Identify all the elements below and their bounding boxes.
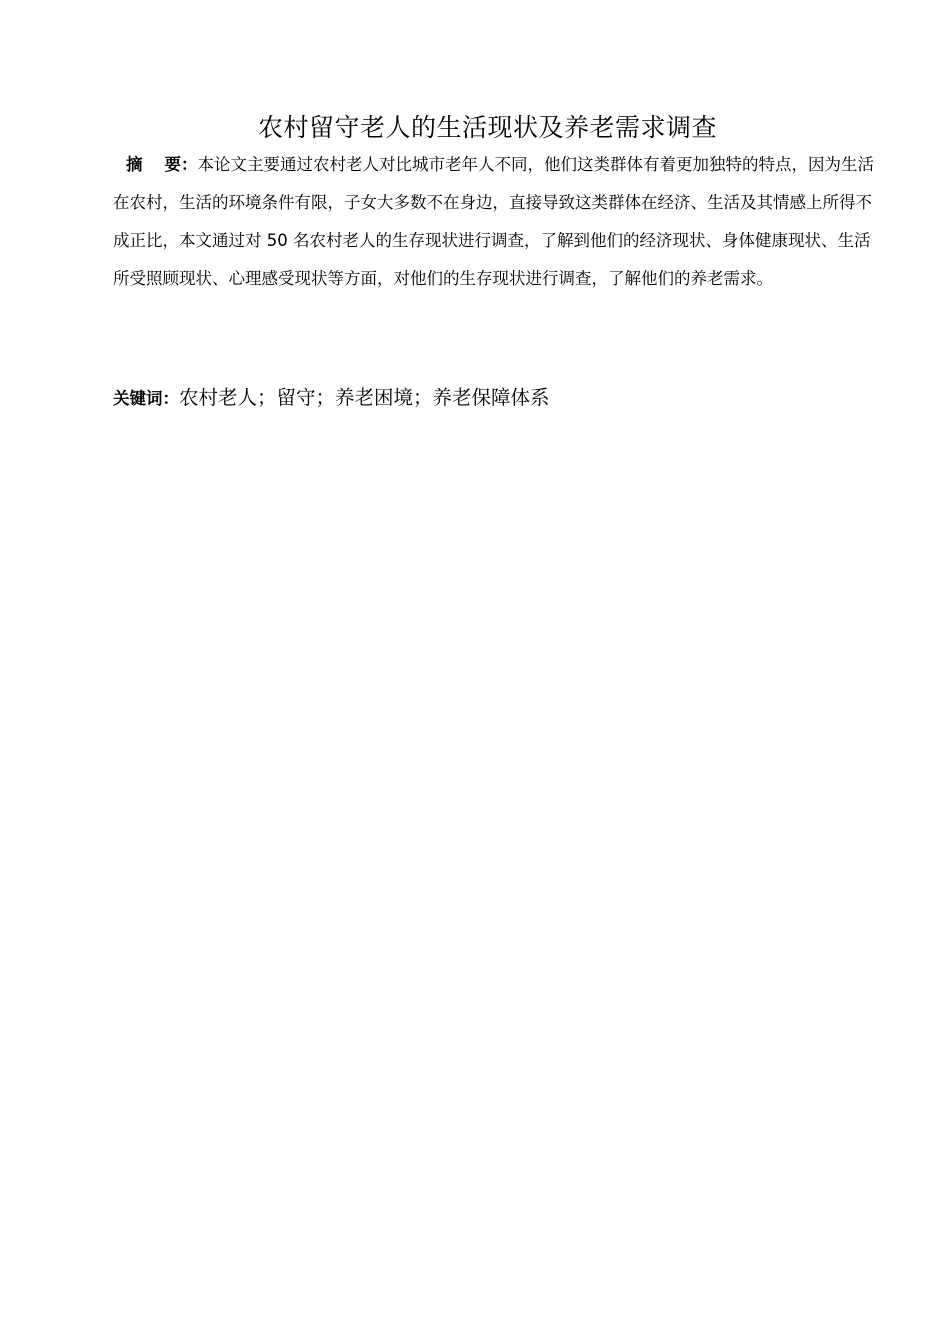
abstract-label-part1: 摘 — [126, 155, 143, 174]
abstract-label — [113, 146, 198, 184]
abstract-text: 本论文主要通过农村老人对比城市老年人不同，他们这类群体有着更加独特的特点，因为生活在农村，生活的环境条件有限，子女大多数不在身边，直接导致这类群体在经济、生活及其情感上所得不成正比，本文通过对 50 名农村老人的生存现状进行调查，了解到他们的经济现状、身体健康现状、生活所受照顾现状、心理感受现状等方面，对他们的生存现状进行调查，了解他们的养老需求。 — [113, 155, 874, 288]
abstract-label-part2: 要： — [164, 155, 198, 174]
keywords-label: 关键词： — [113, 389, 179, 408]
document-title: 农村留守老人的生活现状及养老需求调查 — [257, 113, 717, 142]
abstract-paragraph — [113, 146, 878, 298]
keywords-line — [113, 380, 550, 417]
keywords-text: 农村老人；留守；养老困境；养老保障体系 — [179, 386, 550, 409]
